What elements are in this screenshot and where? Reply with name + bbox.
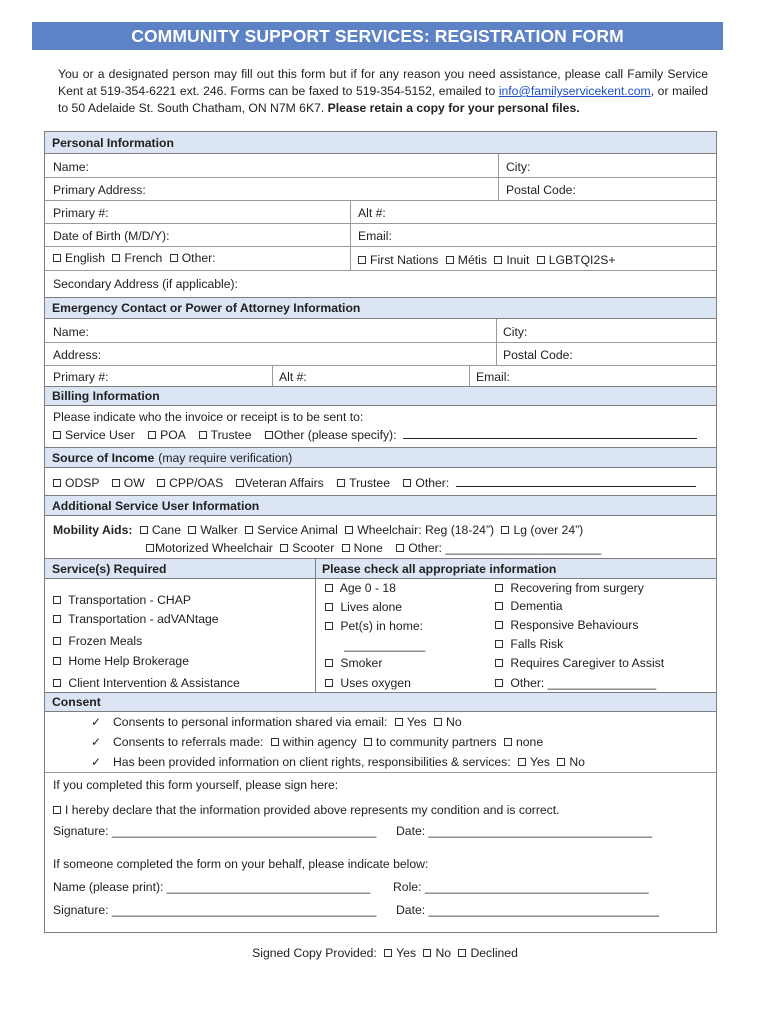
home-help-checkbox[interactable] xyxy=(53,657,61,665)
self-sign-prompt: If you completed this form yourself, please sign here: xyxy=(53,778,339,792)
mobility-other-field[interactable]: Other: _______________________ xyxy=(408,541,602,555)
income-other-input[interactable] xyxy=(456,476,696,487)
referral-none-label: none xyxy=(516,735,544,749)
scooter-label: Scooter xyxy=(292,541,335,555)
none-label: None xyxy=(353,541,383,555)
form-title: COMMUNITY SUPPORT SERVICES: REGISTRATION FORM xyxy=(32,22,723,50)
divider xyxy=(469,365,470,386)
mobility-aids-line1: Mobility Aids: Cane Walker Service Animal Wheelchair: Reg (18-24”) Lg (over 24”) xyxy=(53,523,584,537)
smoker-checkbox[interactable] xyxy=(325,659,333,667)
smoker-label: Smoker xyxy=(340,656,383,670)
no-label: No xyxy=(435,946,452,960)
declaration-checkbox[interactable] xyxy=(53,806,61,814)
signature-field[interactable]: Signature: _______________________________________ xyxy=(53,824,377,838)
age-checkbox[interactable] xyxy=(325,584,333,592)
mobility-aids-label: Mobility Aids xyxy=(53,523,129,537)
surgery-label: Recovering from surgery xyxy=(510,581,644,595)
identity-options xyxy=(358,253,615,267)
frozen-meals-checkbox[interactable] xyxy=(53,637,61,645)
info-item xyxy=(325,581,396,595)
cpp-label: CPP/OAS xyxy=(169,476,224,490)
lgbtq-checkbox[interactable] xyxy=(537,256,545,264)
info-item xyxy=(495,637,563,651)
emergency-postal-field[interactable]: Postal Code: xyxy=(503,348,573,362)
rights-info-label: Has been provided information on client rights, responsibilities & services: xyxy=(113,755,511,769)
surgery-checkbox[interactable] xyxy=(495,584,503,592)
odsp-checkbox[interactable] xyxy=(53,479,61,487)
metis-label: Métis xyxy=(457,253,487,267)
email-consent-yes-checkbox[interactable] xyxy=(395,718,403,726)
divider xyxy=(45,270,716,271)
service-user-label: Service User xyxy=(65,428,135,442)
transportation-advantage-checkbox[interactable] xyxy=(53,615,61,623)
motorized-wheelchair-label: Motorized Wheelchair xyxy=(155,541,273,555)
info-item xyxy=(495,581,644,595)
billing-other-label: Other (please specify): xyxy=(273,428,397,442)
rights-yes-checkbox[interactable] xyxy=(518,758,526,766)
no-label: No xyxy=(569,755,585,769)
divider xyxy=(272,365,273,386)
info-item xyxy=(325,676,411,690)
divider xyxy=(45,200,716,201)
yes-label: Yes xyxy=(406,715,427,729)
city-field[interactable]: City: xyxy=(506,160,531,174)
caregiver-checkbox[interactable] xyxy=(495,659,503,667)
info-item xyxy=(325,600,402,614)
lives-alone-label: Lives alone xyxy=(340,600,403,614)
inuit-checkbox[interactable] xyxy=(494,256,502,264)
responsive-checkbox[interactable] xyxy=(495,621,503,629)
check-mark-icon: ✓ xyxy=(91,715,102,729)
info-item xyxy=(325,619,423,633)
divider xyxy=(45,177,716,178)
contact-email-link[interactable]: info@familyservicekent.com xyxy=(498,84,651,98)
behalf-date-field[interactable]: Date: __________________________________ xyxy=(396,903,659,917)
consent-header xyxy=(45,692,716,712)
date-field[interactable]: Date: _________________________________ xyxy=(396,824,653,838)
mobility-aids-line2 xyxy=(146,541,601,555)
age-label: Age 0 - 18 xyxy=(339,581,396,595)
within-agency-checkbox[interactable] xyxy=(271,738,279,746)
income-trustee-checkbox[interactable] xyxy=(337,479,345,487)
billing-header xyxy=(45,386,716,406)
check-mark-icon: ✓ xyxy=(91,735,102,749)
motorized-wheelchair-checkbox[interactable] xyxy=(146,544,154,552)
ow-label: OW xyxy=(123,476,145,490)
emergency-name-field[interactable]: Name: xyxy=(53,325,89,339)
check-info-title: Please check all appropriate information xyxy=(322,561,557,576)
emergency-email-field[interactable]: Email: xyxy=(476,370,510,384)
ow-checkbox[interactable] xyxy=(112,479,120,487)
veteran-checkbox[interactable] xyxy=(236,479,244,487)
postal-code-field[interactable]: Postal Code: xyxy=(506,183,576,197)
service-item xyxy=(53,676,240,690)
signed-copy-label: Signed Copy Provided: xyxy=(252,946,377,960)
cpp-checkbox[interactable] xyxy=(157,479,165,487)
no-label: No xyxy=(446,715,462,729)
transportation-advantage-label: Transportation - adVANtage xyxy=(68,612,219,626)
referral-consent-label: Consents to referrals made: xyxy=(113,735,264,749)
wheelchair-lg-label: Lg (over 24”) xyxy=(513,523,584,537)
service-item xyxy=(53,654,189,668)
referral-none-checkbox[interactable] xyxy=(504,738,512,746)
income-other-label: Other: xyxy=(415,476,450,490)
rights-no-checkbox[interactable] xyxy=(557,758,565,766)
dementia-checkbox[interactable] xyxy=(495,602,503,610)
poa-checkbox[interactable] xyxy=(148,431,156,439)
wheelchair-lg-checkbox[interactable] xyxy=(501,526,509,534)
service-animal-label: Service Animal xyxy=(257,523,338,537)
trustee-label: Trustee xyxy=(210,428,252,442)
info-other-field[interactable]: Other: ________________ xyxy=(510,676,657,690)
metis-checkbox[interactable] xyxy=(446,256,454,264)
service-item xyxy=(53,634,142,648)
inuit-label: Inuit xyxy=(506,253,530,267)
none-checkbox[interactable] xyxy=(342,544,350,552)
income-header xyxy=(45,447,716,468)
emergency-header xyxy=(45,297,716,319)
emergency-city-field[interactable]: City: xyxy=(503,325,528,339)
wheelchair-checkbox[interactable] xyxy=(345,526,353,534)
responsive-label: Responsive Behaviours xyxy=(510,618,639,632)
info-item xyxy=(495,676,656,690)
email-consent-label: Consents to personal information shared via email: xyxy=(113,715,388,729)
lives-alone-checkbox[interactable] xyxy=(325,603,333,611)
french-checkbox[interactable] xyxy=(112,254,120,262)
client-intervention-label: Client Intervention & Assistance xyxy=(68,676,240,690)
english-checkbox[interactable] xyxy=(53,254,61,262)
trustee-checkbox[interactable] xyxy=(199,431,207,439)
info-other-checkbox[interactable] xyxy=(495,679,503,687)
english-label: English xyxy=(65,251,105,265)
intro-paragraph xyxy=(58,66,708,117)
oxygen-label: Uses oxygen xyxy=(340,676,411,690)
info-item xyxy=(495,599,563,613)
cane-checkbox[interactable] xyxy=(140,526,148,534)
info-item xyxy=(495,656,664,670)
intro-text: You or a designated person may fill out this form but if for any reason you need assistance, please call Family Service Kent at 519-354-6221 ext. 246. Forms can be faxed to 519-354-5152, emailed to xyxy=(58,67,708,98)
signed-copy-line xyxy=(0,946,770,960)
frozen-meals-label: Frozen Meals xyxy=(68,634,143,648)
scooter-checkbox[interactable] xyxy=(280,544,288,552)
odsp-label: ODSP xyxy=(65,476,100,490)
caregiver-label: Requires Caregiver to Assist xyxy=(510,656,665,670)
personal-info-header xyxy=(45,132,716,154)
section-title: Emergency Contact or Power of Attorney Information xyxy=(52,301,361,315)
signed-copy-no-checkbox[interactable] xyxy=(423,949,431,957)
poa-label: POA xyxy=(160,428,186,442)
intro-retain-note: Please retain a copy for your personal files. xyxy=(327,101,580,115)
section-title: Personal Information xyxy=(52,135,174,150)
income-trustee-label: Trustee xyxy=(349,476,390,490)
pets-checkbox[interactable] xyxy=(325,622,333,630)
other-language-label: Other: xyxy=(181,251,216,265)
declaration-line xyxy=(53,803,560,817)
email-field[interactable]: Email: xyxy=(358,229,392,243)
check-mark-icon: ✓ xyxy=(91,755,102,769)
transportation-chap-checkbox[interactable] xyxy=(53,596,61,604)
additional-info-header xyxy=(45,495,716,516)
divider xyxy=(45,223,716,224)
behalf-signature-field[interactable]: Signature: _______________________________________ xyxy=(53,903,377,917)
community-partners-checkbox[interactable] xyxy=(364,738,372,746)
billing-prompt: Please indicate who the invoice or receipt is to be sent to: xyxy=(53,410,364,424)
divider xyxy=(45,246,716,247)
email-consent-line xyxy=(91,715,462,729)
alt-phone-field[interactable]: Alt #: xyxy=(358,206,386,220)
french-label: French xyxy=(124,251,163,265)
pets-input[interactable]: ____________ xyxy=(344,638,426,652)
services-header xyxy=(45,558,716,579)
service-user-checkbox[interactable] xyxy=(53,431,61,439)
email-consent-no-checkbox[interactable] xyxy=(434,718,442,726)
walker-checkbox[interactable] xyxy=(188,526,196,534)
service-item xyxy=(53,612,219,626)
billing-other-checkbox[interactable] xyxy=(265,431,273,439)
falls-checkbox[interactable] xyxy=(495,640,503,648)
info-item xyxy=(495,618,638,632)
name-field[interactable]: Name: xyxy=(53,160,89,174)
walker-label: Walker xyxy=(200,523,238,537)
pets-label: Pet(s) in home: xyxy=(340,619,424,633)
service-item xyxy=(53,593,191,607)
secondary-address-field[interactable]: Secondary Address (if applicable): xyxy=(53,277,238,291)
referral-consent-line xyxy=(91,735,543,749)
declaration-label: I hereby declare that the information provided above represents my condition and is correct. xyxy=(65,803,560,817)
divider xyxy=(45,365,716,366)
declined-label: Declined xyxy=(470,946,518,960)
falls-label: Falls Risk xyxy=(510,637,564,651)
home-help-label: Home Help Brokerage xyxy=(68,654,189,668)
primary-phone-field[interactable]: Primary #: xyxy=(53,206,109,220)
name-print-field[interactable]: Name (please print): ______________________________ xyxy=(53,880,371,894)
yes-label: Yes xyxy=(396,946,417,960)
cane-label: Cane xyxy=(151,523,181,537)
first-nations-label: First Nations xyxy=(370,253,439,267)
income-other-checkbox[interactable] xyxy=(403,479,411,487)
emergency-address-field[interactable]: Address: xyxy=(53,348,102,362)
section-title: Consent xyxy=(52,695,101,709)
behalf-prompt: If someone completed the form on your behalf, please indicate below: xyxy=(53,857,429,871)
language-options xyxy=(53,251,216,265)
income-options xyxy=(53,476,696,490)
veteran-label: Veteran Affairs xyxy=(244,476,324,490)
oxygen-checkbox[interactable] xyxy=(325,679,333,687)
services-required-title: Service(s) Required xyxy=(52,561,167,576)
service-animal-checkbox[interactable] xyxy=(245,526,253,534)
billing-other-input[interactable] xyxy=(403,428,697,439)
emergency-primary-phone-field[interactable]: Primary #: xyxy=(53,370,109,384)
dementia-label: Dementia xyxy=(510,599,563,613)
dob-field[interactable]: Date of Birth (M/D/Y): xyxy=(53,229,170,243)
role-field[interactable]: Role: _________________________________ xyxy=(393,880,649,894)
section-title: Billing Information xyxy=(52,389,160,403)
income-header-note: (may require verification) xyxy=(158,450,293,465)
intro-text-mail: , or mailed to 50 Adelaide St. South Chatham, ON N7M 6K7. xyxy=(58,84,708,115)
transportation-chap-label: Transportation - CHAP xyxy=(68,593,191,607)
client-intervention-checkbox[interactable] xyxy=(53,679,61,687)
wheelchair-label: Wheelchair: Reg (18-24”) xyxy=(357,523,495,537)
info-item xyxy=(325,656,382,670)
community-partners-label: to community partners xyxy=(376,735,497,749)
divider xyxy=(350,200,351,270)
billing-options xyxy=(53,428,697,442)
signed-copy-declined-checkbox[interactable] xyxy=(458,949,466,957)
emergency-alt-phone-field[interactable]: Alt #: xyxy=(279,370,307,384)
first-nations-checkbox[interactable] xyxy=(358,256,366,264)
mobility-other-checkbox[interactable] xyxy=(396,544,404,552)
within-agency-label: within agency xyxy=(282,735,357,749)
divider xyxy=(45,772,716,773)
signed-copy-yes-checkbox[interactable] xyxy=(384,949,392,957)
section-title: Additional Service User Information xyxy=(52,498,260,513)
divider xyxy=(315,558,316,692)
other-language-checkbox[interactable] xyxy=(170,254,178,262)
section-title: Source of Income xyxy=(52,450,155,465)
divider xyxy=(45,342,716,343)
registration-form xyxy=(44,131,717,933)
lgbtq-label: LGBTQI2S+ xyxy=(548,253,616,267)
rights-info-line xyxy=(91,755,585,769)
primary-address-field[interactable]: Primary Address: xyxy=(53,183,146,197)
yes-label: Yes xyxy=(530,755,550,769)
